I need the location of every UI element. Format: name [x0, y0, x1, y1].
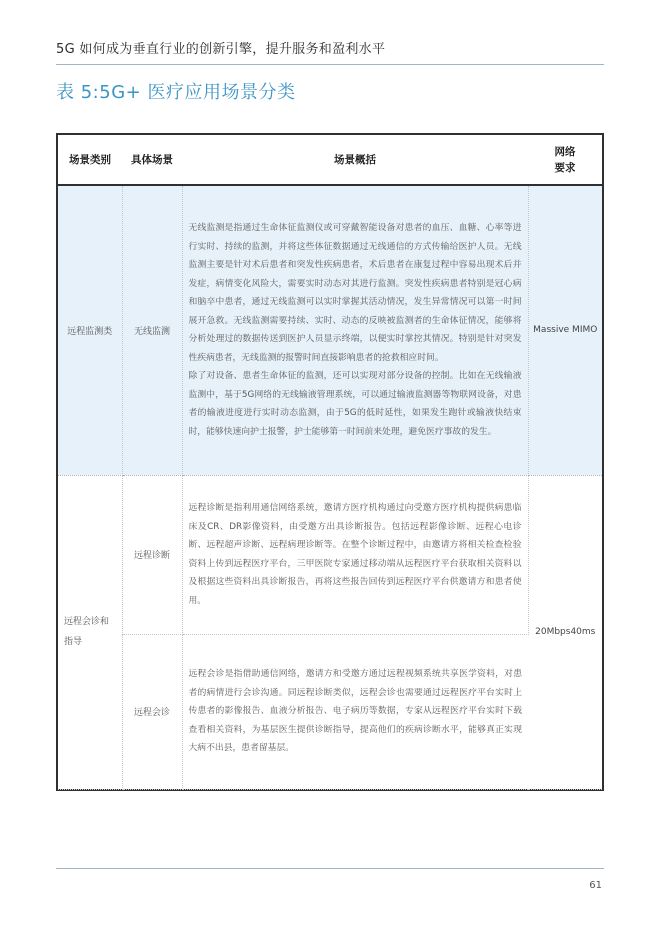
sub-scenario-cell: 无线监测 — [122, 185, 182, 475]
header-network: 网络 要求 — [528, 135, 602, 185]
table-row — [58, 634, 602, 789]
summary-paragraph: 无线监测是指通过生命体征监测仪或可穿戴智能设备对患者的血压、血糖、心率等进行实时、持续的监测，并将这些体征数据通过无线通信的方式传输给医护人员。无线监测主要是针对术后患者和突发性疾病患者，术后患者在康复过程中容易出现术后并发症，病情变化风险大，需要实时动态对其进行监测。突发性疾病患者特别是冠心病和脑卒中患者，通过无线监测可以实时掌握其活动情况，发生异常情况可以第一时间展开急救。无线监测需要持续、实时、动态的反映被监测者的生命体征情况，能够将分析处理过的数据传送到医护人员显示终端，以便实时掌控其情况。特别是针对突发性疾病患者，无线监测的报警时间直接影响患者的抢救相应时间。 — [188, 223, 522, 363]
header-sub-scenario: 具体场景 — [122, 135, 182, 185]
footer-divider — [56, 868, 604, 869]
summary-paragraph: 除了对设备、患者生命体征的监测，还可以实现对部分设备的控制。比如在无线输液监测中，基于5G网络的无线输液管理系统，可以通过输液监测器等物联网设备，对患者的输液进度进行实时动态监测，由于5G的低时延性，如果发生跑针或输液快结束时，能够快速向护士报警，护士能够第一时间前来处理，避免医疗事故的发生。 — [188, 371, 522, 437]
sub-scenario-cell: 远程诊断 — [122, 475, 182, 634]
page-number: 61 — [589, 880, 602, 891]
table-caption: 表 5:5G+ 医疗应用场景分类 — [56, 82, 296, 103]
running-header: 5G 如何成为垂直行业的创新引擎，提升服务和盈利水平 — [56, 42, 386, 57]
table-header-row — [58, 135, 602, 185]
network-cell: 20Mbps40ms — [528, 475, 602, 789]
header-divider — [56, 64, 604, 65]
header-category: 场景类别 — [58, 135, 122, 185]
sub-scenario-cell: 远程会诊 — [122, 634, 182, 789]
scenario-table — [56, 133, 604, 791]
table-row — [58, 475, 602, 634]
header-summary: 场景概括 — [182, 135, 528, 185]
summary-cell: 远程诊断是指利用通信网络系统，邀请方医疗机构通过向受邀方医疗机构提供病患临床及CR、DR影像资料，由受邀方出具诊断报告。包括远程影像诊断、远程心电诊断、远程超声诊断、远程病理诊断等。在整个诊断过程中，由邀请方将相关检查检验资料上传到远程医疗平台，三甲医院专家通过移动端从远程医疗平台获取相关资料以及根据这些资料出具诊断报告，再将这些报告回传到远程医疗平台供邀请方和患者使用。 — [182, 475, 528, 634]
summary-cell: 远程会诊是指借助通信网络，邀请方和受邀方通过远程视频系统共享医学资料，对患者的病情进行会诊沟通。同远程诊断类似，远程会诊也需要通过远程医疗平台实时上传患者的影像报告、血液分析报告、电子病历等数据，专家从远程医疗平台实时下载查看相关资料，为基层医生提供诊断指导，提高他们的疾病诊断水平，能够真正实现大病不出县，患者留基层。 — [182, 634, 528, 789]
category-cell: 远程会诊和指导 — [58, 475, 122, 789]
category-cell: 远程监测类 — [58, 185, 122, 475]
network-cell: Massive MIMO — [528, 185, 602, 475]
table-row — [58, 185, 602, 475]
summary-cell — [182, 185, 528, 475]
